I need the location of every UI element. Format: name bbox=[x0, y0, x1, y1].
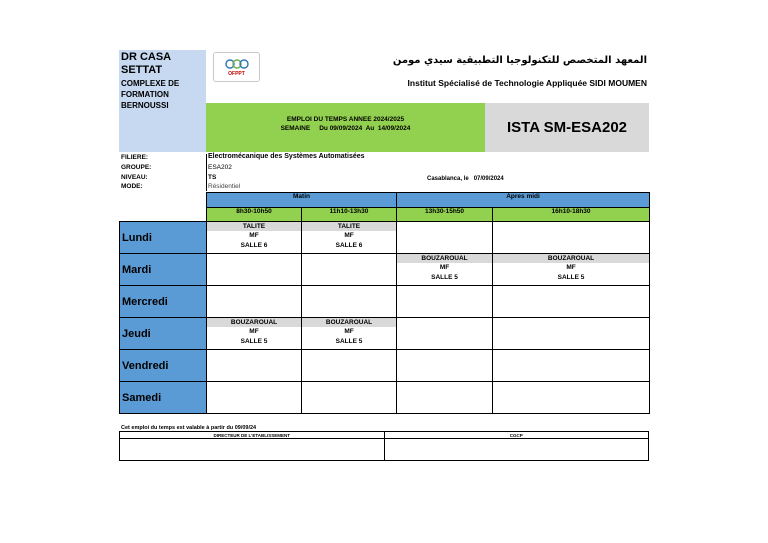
mode-label: MODE: bbox=[121, 183, 143, 190]
logo-text: OFPPT bbox=[228, 71, 245, 77]
session-cell[interactable] bbox=[302, 350, 397, 382]
day-row bbox=[120, 286, 650, 318]
session-cell[interactable] bbox=[493, 350, 650, 382]
session-room: SALLE 6 bbox=[240, 242, 268, 249]
session-cell[interactable] bbox=[397, 382, 493, 414]
slot-header-row bbox=[120, 208, 650, 222]
groupe-value: ESA202 bbox=[208, 164, 232, 171]
session-module: MF bbox=[249, 232, 259, 239]
schedule-week: SEMAINE Du 09/09/2024 Au 14/09/2024 bbox=[280, 125, 411, 132]
session-cell[interactable] bbox=[493, 318, 650, 350]
timetable bbox=[119, 192, 650, 414]
day-row bbox=[120, 222, 650, 254]
session-teacher: TALITE bbox=[207, 222, 301, 231]
region-box bbox=[119, 50, 206, 152]
day-label: Jeudi bbox=[120, 318, 207, 350]
niveau-label: NIVEAU: bbox=[121, 174, 148, 181]
group-title: ISTA SM-ESA202 bbox=[506, 119, 628, 136]
region-title: DR CASA SETTAT bbox=[121, 51, 171, 76]
ofppt-logo bbox=[213, 52, 260, 82]
session-room: SALLE 5 bbox=[557, 274, 585, 281]
session-cell[interactable] bbox=[397, 222, 493, 254]
session-cell[interactable] bbox=[302, 382, 397, 414]
period-header-row bbox=[120, 193, 650, 208]
date-line: Casablanca, le 07/09/2024 bbox=[427, 176, 504, 182]
day-label: Lundi bbox=[120, 222, 207, 254]
session-teacher: BOUZAROUAL bbox=[493, 254, 649, 263]
day-label: Vendredi bbox=[120, 350, 207, 382]
day-row bbox=[120, 254, 650, 286]
complex-title: COMPLEXE DE FORMATION BERNOUSSI bbox=[121, 79, 180, 110]
session-teacher: BOUZAROUAL bbox=[302, 318, 396, 327]
day-row bbox=[120, 318, 650, 350]
session-cell[interactable] bbox=[207, 254, 302, 286]
corner-cell bbox=[120, 193, 207, 208]
session-module: MF bbox=[344, 232, 354, 239]
apres-midi-header: Apres midi bbox=[397, 193, 650, 208]
session-teacher: BOUZAROUAL bbox=[207, 318, 301, 327]
session-module: MF bbox=[344, 328, 354, 335]
session-cell[interactable] bbox=[397, 286, 493, 318]
day-label: Mardi bbox=[120, 254, 207, 286]
slot-header: 13h30-15h50 bbox=[397, 208, 493, 222]
schedule-period-box bbox=[206, 103, 485, 152]
session-room: SALLE 5 bbox=[240, 338, 268, 345]
cgcp-signature-cell bbox=[384, 439, 649, 461]
corner-cell bbox=[120, 208, 207, 222]
day-label: Samedi bbox=[120, 382, 207, 414]
institute-title: Institut Spécialisé de Technologie Appliquée SIDI MOUMEN bbox=[407, 78, 647, 88]
session-cell[interactable] bbox=[493, 286, 650, 318]
matin-header: Matin bbox=[207, 193, 397, 208]
session-room: SALLE 6 bbox=[335, 242, 363, 249]
directeur-label: DIRECTEUR DE L'ETABLISSEMENT bbox=[120, 432, 385, 439]
day-row bbox=[120, 382, 650, 414]
session-cell[interactable] bbox=[207, 350, 302, 382]
session-cell[interactable] bbox=[493, 254, 650, 286]
session-room: SALLE 5 bbox=[335, 338, 363, 345]
day-row bbox=[120, 350, 650, 382]
session-module: MF bbox=[439, 264, 450, 271]
session-cell[interactable] bbox=[207, 318, 302, 350]
slot-header: 8h30-10h50 bbox=[207, 208, 302, 222]
session-module: MF bbox=[566, 264, 576, 271]
session-cell[interactable] bbox=[207, 382, 302, 414]
session-cell[interactable] bbox=[397, 254, 493, 286]
session-module: MF bbox=[249, 328, 259, 335]
session-cell[interactable] bbox=[302, 254, 397, 286]
schedule-year: EMPLOI DU TEMPS ANNEE 2024/2025 bbox=[286, 116, 405, 123]
session-room: SALLE 5 bbox=[431, 274, 458, 281]
slot-header: 11h10-13h30 bbox=[302, 208, 397, 222]
niveau-value: TS bbox=[208, 174, 217, 181]
group-title-box bbox=[485, 103, 649, 152]
signature-table bbox=[119, 431, 649, 461]
session-cell[interactable] bbox=[302, 222, 397, 254]
info-divider bbox=[206, 154, 207, 191]
session-cell[interactable] bbox=[207, 286, 302, 318]
filiere-label: FILIERE: bbox=[121, 154, 149, 161]
arabic-institute-title: المعهد المتخصص للتكنولوجيا التطبيقية سيدي مومن bbox=[392, 55, 647, 66]
day-label: Mercredi bbox=[120, 286, 207, 318]
session-cell[interactable] bbox=[302, 318, 397, 350]
session-cell[interactable] bbox=[207, 222, 302, 254]
mode-value: Résidentiel bbox=[208, 183, 241, 190]
directeur-signature-cell bbox=[120, 439, 385, 461]
session-cell[interactable] bbox=[493, 382, 650, 414]
session-cell[interactable] bbox=[493, 222, 650, 254]
validity-note: Cet emploi du temps est valable à partir du 09/09/24 bbox=[121, 425, 257, 431]
filiere-value: Electromécanique des Systèmes Automatisées bbox=[208, 153, 365, 160]
slot-header: 16h10-18h30 bbox=[493, 208, 650, 222]
cgcp-label: CGCP bbox=[384, 432, 649, 439]
session-cell[interactable] bbox=[397, 318, 493, 350]
session-cell[interactable] bbox=[302, 286, 397, 318]
session-teacher: BOUZAROUAL bbox=[397, 254, 492, 263]
groupe-label: GROUPE: bbox=[121, 164, 152, 171]
session-teacher: TALITE bbox=[302, 222, 396, 231]
session-cell[interactable] bbox=[397, 350, 493, 382]
